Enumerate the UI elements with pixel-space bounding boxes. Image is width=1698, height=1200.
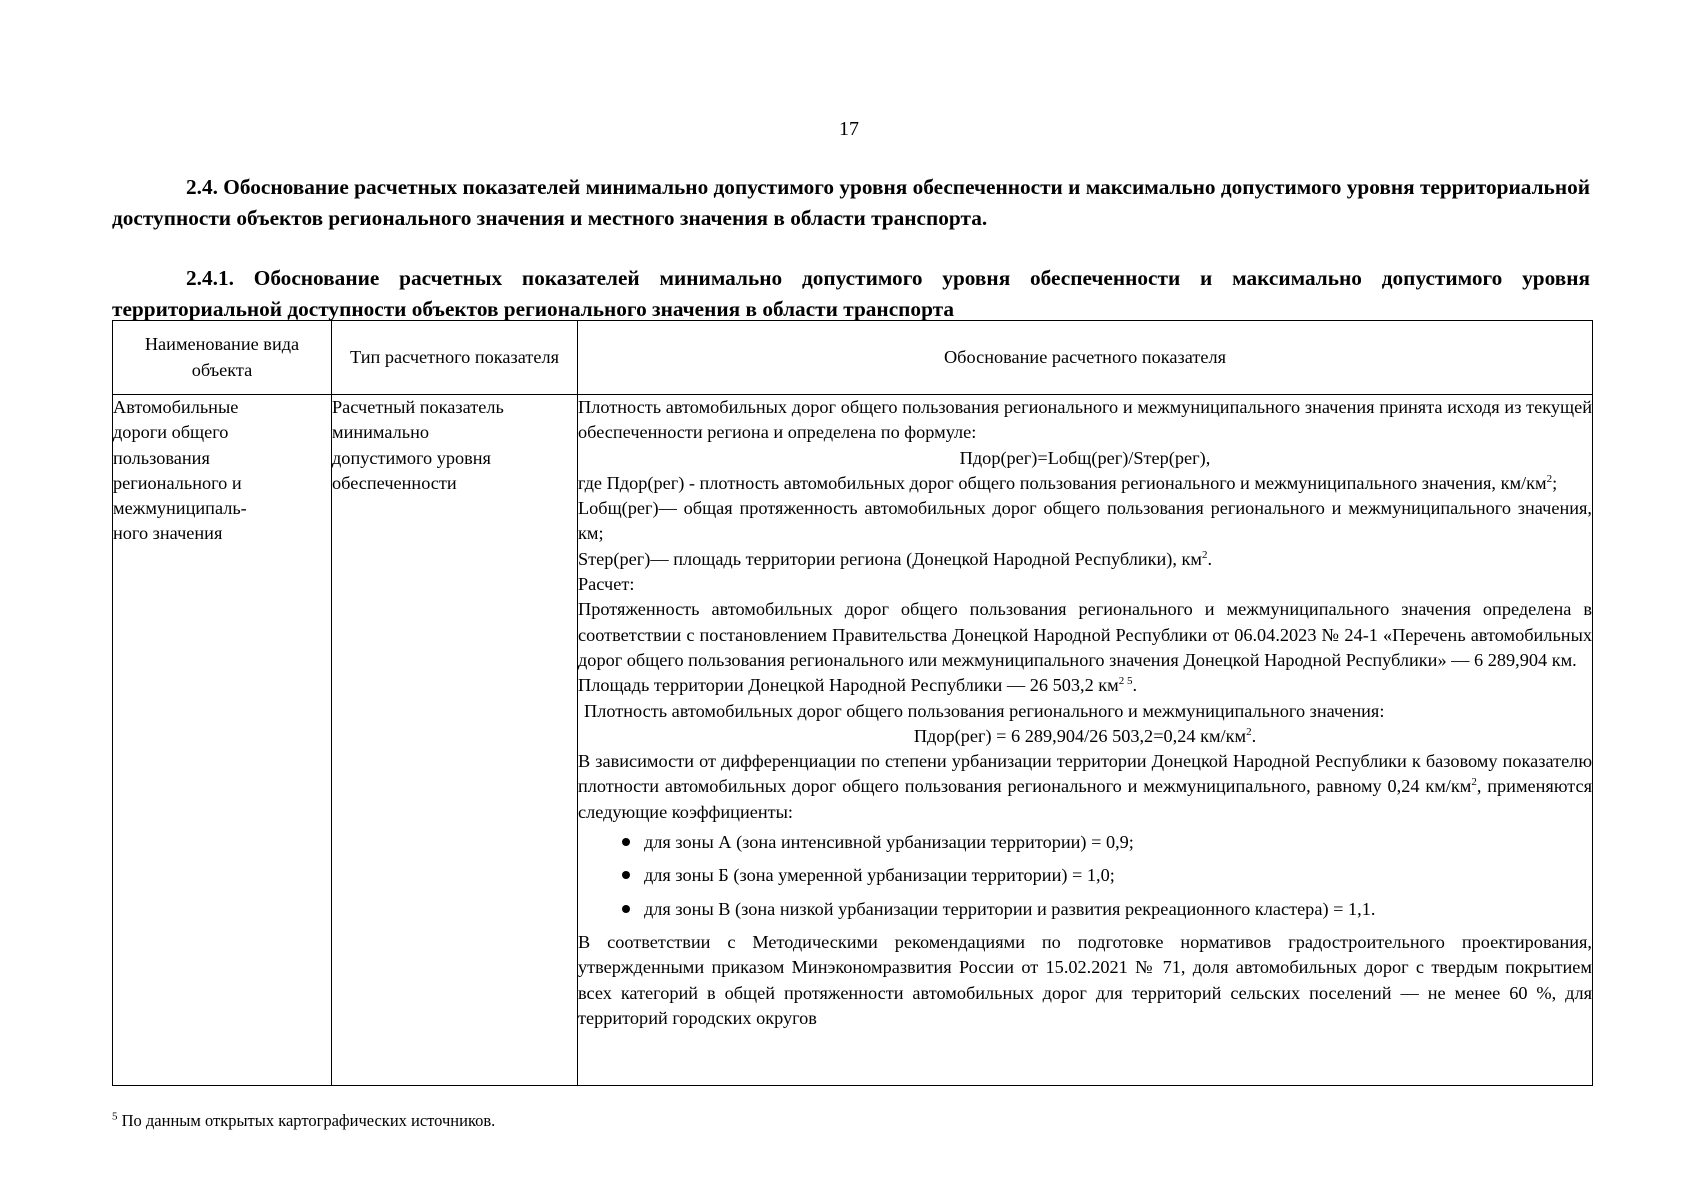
cell-line: обеспеченности bbox=[332, 472, 457, 493]
bullet-icon bbox=[622, 838, 630, 846]
justification-table bbox=[112, 320, 1593, 1086]
list-item: для зоны В (зона низкой урбанизации территории и развития рекреационного кластера) = 1,1. bbox=[622, 897, 1592, 922]
heading-number: 2.4.1. bbox=[186, 266, 234, 290]
paragraph: Площадь территории Донецкой Народной Республики — 26 503,2 $км^{2 5}$. bbox=[578, 675, 1138, 696]
bullet-icon bbox=[622, 871, 630, 879]
cell-object-type bbox=[113, 395, 332, 1086]
calc-label: Расчет: bbox=[578, 574, 635, 595]
cell-line: дороги общего bbox=[113, 422, 229, 443]
cell-justification bbox=[578, 395, 1593, 1086]
header-indicator-type: Тип расчетного показателя bbox=[332, 321, 578, 395]
footnote-ref: 2 5 bbox=[1118, 675, 1133, 688]
heading-text: Обоснование расчетных показателей минимально допустимого уровня обеспеченности и максимально допустимого уровня территориальной доступности объектов регионального значения и местного значения в области транспорта. bbox=[112, 175, 1591, 230]
section-heading-2-4-1 bbox=[112, 263, 1590, 324]
definition: Lобщ(рег)— общая протяженность автомобильных дорог общего пользования регионального и межмуниципального значения, км; bbox=[578, 498, 1592, 544]
paragraph: Плотность автомобильных дорог общего пользования регионального и межмуниципального значения: bbox=[584, 700, 1385, 721]
definition: где Пдор(рег) - плотность автомобильных дорог общего пользования регионального и межмуниципального значения, $км/км^2$; bbox=[578, 472, 1558, 493]
cell-line: ного значения bbox=[113, 523, 223, 544]
formula: Пдор(рег)=Lобщ(рег)/Sтер(рег), bbox=[959, 447, 1211, 468]
list-item: для зоны А (зона интенсивной урбанизации территории) = 0,9; bbox=[622, 830, 1592, 855]
section-heading-2-4 bbox=[112, 172, 1590, 233]
list-item: для зоны Б (зона умеренной урбанизации территории) = 1,0; bbox=[622, 863, 1592, 888]
heading-number: 2.4. bbox=[186, 175, 218, 199]
header-object-type: Наименование вида объекта bbox=[113, 321, 332, 395]
cell-line: Расчетный показатель bbox=[332, 397, 504, 417]
paragraph: Протяженность автомобильных дорог общего пользования регионального и межмуниципального значения определена в соответствии с постановлением Правительства Донецкой Народной Республики от 06.04.2023 № 24-1 «Перечень автомобильных дорог общего пользования регионального или межмуниципального значения Донецкой Народной Республики» — 6 289,904 км. bbox=[578, 599, 1592, 670]
cell-line: регионального и bbox=[113, 472, 242, 493]
coefficient-list bbox=[578, 830, 1592, 922]
cell-line: Автомобильные bbox=[113, 397, 239, 417]
table-header-row bbox=[113, 321, 1593, 395]
footnote bbox=[112, 1111, 1112, 1131]
definition: Sтер(рег)— площадь территории региона (Донецкой Народной Республики), $км^2$. bbox=[578, 548, 1213, 569]
cell-line: пользования bbox=[113, 447, 210, 468]
heading-text: Обоснование расчетных показателей минимально допустимого уровня обеспеченности и максимально допустимого уровня территориальной доступности объектов регионального значения в области транспорта bbox=[112, 266, 1591, 321]
formula: Пдор(рег) = 6 289,904/26 503,2=0,24 $км/км^2$. bbox=[913, 725, 1257, 746]
cell-line: межмуниципаль- bbox=[113, 498, 247, 519]
header-justification: Обоснование расчетного показателя bbox=[578, 321, 1593, 395]
footnote-mark: 5 bbox=[112, 1110, 118, 1123]
footnote-text: По данным открытых картографических источников. bbox=[117, 1111, 496, 1130]
bullet-icon bbox=[622, 905, 630, 913]
page-number: 17 bbox=[839, 118, 859, 140]
table-row bbox=[113, 395, 1593, 1086]
cell-indicator-type bbox=[332, 395, 578, 1086]
paragraph: В зависимости от дифференциации по степени урбанизации территории Донецкой Народной Республики к базовому показателю плотности автомобильных дорог общего пользования регионального и межмуниципального, равному 0,24 $км/км^2$, применяются следующие коэффициенты: bbox=[578, 751, 1592, 822]
cell-line: минимально bbox=[332, 422, 430, 443]
paragraph: Плотность автомобильных дорог общего пользования регионального и межмуниципального значения принята исходя из текущей обеспеченности региона и определена по формуле: bbox=[578, 397, 1592, 443]
cell-line: допустимого уровня bbox=[332, 447, 491, 468]
paragraph: В соответствии с Методическими рекомендациями по подготовке нормативов градостроительного проектирования, утвержденными приказом Минэкономразвития России от 15.02.2021 № 71, доля автомобильных дорог с твердым покрытием всех категорий в общей протяженности автомобильных дорог для территорий сельских поселений — не менее 60 %, для территорий городских округов bbox=[578, 931, 1592, 1028]
